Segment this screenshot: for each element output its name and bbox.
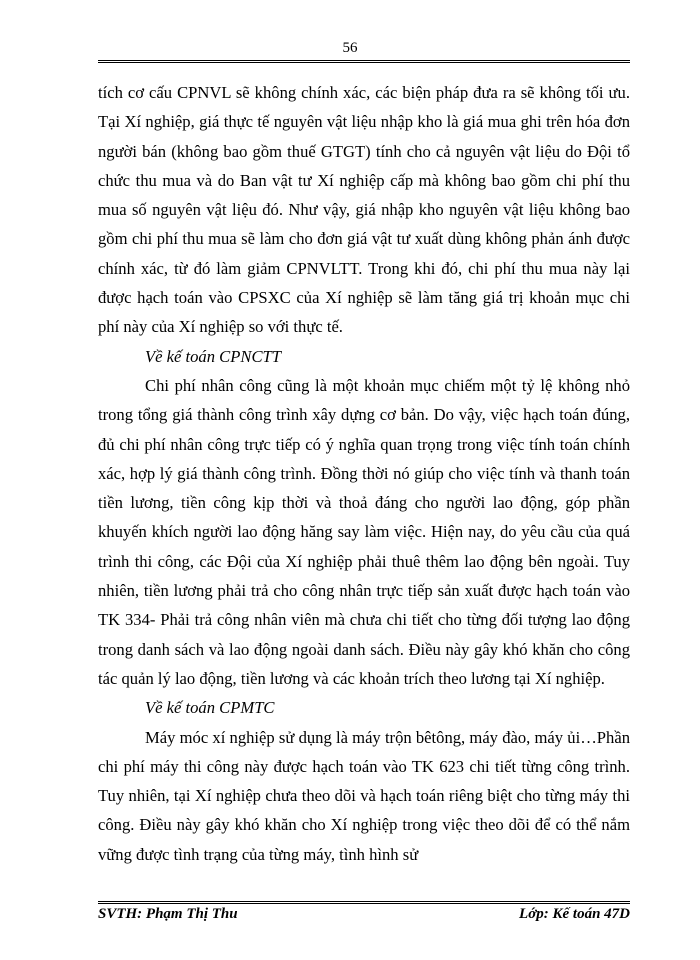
- document-body: [98, 78, 630, 869]
- section-heading-cpnctt: Về kế toán CPNCTT: [145, 346, 281, 366]
- section-heading-cpmtc: Về kế toán CPMTC: [145, 698, 275, 718]
- footer-student: SVTH: Phạm Thị Thu: [98, 906, 238, 922]
- page-footer: [98, 906, 630, 926]
- paragraph-body: tích cơ cấu CPNVL sẽ không chính xác, các biện pháp đưa ra sẽ không tối ưu. Tại Xí nghiệp, giá thực tế nguyên vật liệu nhập kho là giá mua ghi trên hóa đơn người bán (không bao gồm thuế GTGT) tính cho cả nguyên vật liệu do Đội tổ chức thu mua và do Ban vật tư Xí nghiệp cấp mà không bao gồm chi phí thu mua số nguyên vật liệu đó. Như vậy, giá nhập kho nguyên vật liệu không bao gồm chi phí thu mua sẽ làm cho đơn giá vật tư xuất dùng không phản ánh được chính xác, từ đó làm giảm CPNVLTT. Trong khi đó, chi phí thu mua này lại được hạch toán vào CPSXC của Xí nghiệp sẽ làm tăng giá trị khoản mục chi phí này của Xí nghiệp so với thực tế.: [98, 83, 630, 337]
- paragraph-cpmtc: Máy móc xí nghiệp sử dụng là máy trộn bêtông, máy đào, máy ủi…Phần chi phí máy thi công này được hạch toán vào TK 623 chi tiết từng công trình. Tuy nhiên, tại Xí nghiệp chưa theo dõi và hạch toán riêng biệt cho từng máy thi công. Điều này gây khó khăn cho Xí nghiệp trong việc theo dõi để có thể nắm vững được tình trạng của từng máy, tình hình sử: [98, 727, 630, 864]
- page-number: 56: [342, 40, 358, 56]
- footer-class: Lớp: Kế toán 47D: [519, 906, 630, 922]
- footer-divider: [98, 901, 630, 904]
- header-divider: [98, 60, 630, 63]
- paragraph-cpnctt: Chi phí nhân công cũng là một khoản mục chiếm một tỷ lệ không nhỏ trong tổng giá thành công trình xây dựng cơ bản. Do vậy, việc hạch toán đúng, đủ chi phí nhân công trực tiếp có ý nghĩa quan trọng trong việc tính toán chính xác, hợp lý giá thành công trình. Đồng thời nó giúp cho việc tính và thanh toán tiền lương, tiền công kịp thời và thoả đáng cho người lao động, góp phần khuyến khích người lao động hăng say làm việc. Hiện nay, do yêu cầu của quá trình thi công, các Đội của Xí nghiệp phải thuê thêm lao động bên ngoài. Tuy nhiên, tiền lương phải trả cho công nhân trực tiếp sản xuất được hạch toán vào TK 334- Phải trả công nhân viên mà chưa chi tiết cho từng đối tượng lao động trong danh sách và lao động ngoài danh sách. Điều này gây khó khăn cho công tác quản lý lao động, tiền lương và các khoản trích theo lương tại Xí nghiệp.: [98, 375, 630, 688]
